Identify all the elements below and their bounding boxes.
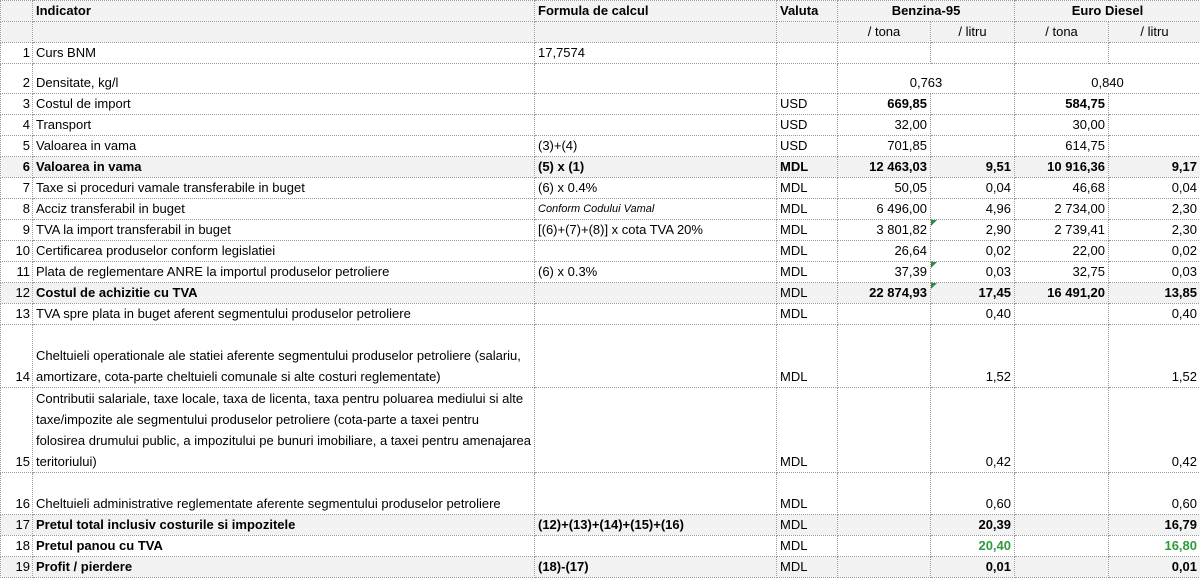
benzina-tona: 701,85 xyxy=(838,136,931,157)
row-indicator: TVA la import transferabil in buget xyxy=(33,220,535,241)
row-formula xyxy=(535,283,777,304)
row-number: 17 xyxy=(1,515,33,536)
benzina-tona xyxy=(838,304,931,325)
table-row xyxy=(1,325,1200,388)
benzina-tona xyxy=(838,388,931,473)
benzina-per-tona-header: / tona xyxy=(838,22,931,43)
diesel-litru: 2,30 xyxy=(1109,199,1200,220)
diesel-tona: 16 491,20 xyxy=(1015,283,1109,304)
diesel-litru: 1,52 xyxy=(1109,325,1200,388)
row-currency: MDL xyxy=(777,178,838,199)
row-formula: (12)+(13)+(14)+(15)+(16) xyxy=(535,515,777,536)
diesel-tona: 2 739,41 xyxy=(1015,220,1109,241)
table-row xyxy=(1,557,1200,578)
diesel-litru: 9,17 xyxy=(1109,157,1200,178)
row-currency: USD xyxy=(777,115,838,136)
diesel-tona xyxy=(1015,304,1109,325)
row-number: 2 xyxy=(1,64,33,94)
row-indicator: Curs BNM xyxy=(33,43,535,64)
diesel-litru: 0,03 xyxy=(1109,262,1200,283)
benzina-litru: 0,60 xyxy=(931,473,1015,515)
row-formula: [(6)+(7)+(8)] x cota TVA 20% xyxy=(535,220,777,241)
header-row xyxy=(1,1,1200,22)
row-indicator: Cheltuieli administrative reglementate aferente segmentului produselor petroliere xyxy=(33,473,535,515)
benzina-tona: 3 801,82 xyxy=(838,220,931,241)
table-row xyxy=(1,241,1200,262)
row-formula xyxy=(535,325,777,388)
subheader-blank xyxy=(535,22,777,43)
benzina-litru xyxy=(931,115,1015,136)
row-indicator: Costul de import xyxy=(33,94,535,115)
diesel-tona xyxy=(1015,473,1109,515)
row-formula: 17,7574 xyxy=(535,43,777,64)
benzina-tona: 6 496,00 xyxy=(838,199,931,220)
row-formula xyxy=(535,241,777,262)
diesel-litru: 0,42 xyxy=(1109,388,1200,473)
benzina-tona: 26,64 xyxy=(838,241,931,262)
row-number: 15 xyxy=(1,388,33,473)
row-number: 8 xyxy=(1,199,33,220)
benzina-tona xyxy=(838,557,931,578)
benzina-litru: 9,51 xyxy=(931,157,1015,178)
row-number: 1 xyxy=(1,43,33,64)
row-formula: (3)+(4) xyxy=(535,136,777,157)
diesel-tona: 2 734,00 xyxy=(1015,199,1109,220)
subheader-blank xyxy=(1,22,33,43)
row-formula xyxy=(535,388,777,473)
diesel-litru: 0,40 xyxy=(1109,304,1200,325)
benzina-tona xyxy=(838,325,931,388)
row-currency: MDL xyxy=(777,304,838,325)
row-indicator: Certificarea produselor conform legislatiei xyxy=(33,241,535,262)
diesel-litru: 0,04 xyxy=(1109,178,1200,199)
diesel-litru xyxy=(1109,136,1200,157)
benzina-litru: 20,40 xyxy=(931,536,1015,557)
table-row xyxy=(1,262,1200,283)
row-currency: MDL xyxy=(777,325,838,388)
diesel-per-litru-header: / litru xyxy=(1109,22,1200,43)
header-formula: Formula de calcul xyxy=(535,1,777,22)
benzina-litru xyxy=(931,94,1015,115)
diesel-litru: 0,60 xyxy=(1109,473,1200,515)
row-indicator: TVA spre plata in buget aferent segmentului produselor petroliere xyxy=(33,304,535,325)
row-number: 5 xyxy=(1,136,33,157)
row-number: 16 xyxy=(1,473,33,515)
diesel-litru: 2,30 xyxy=(1109,220,1200,241)
benzina-tona xyxy=(838,536,931,557)
benzina-litru: 4,96 xyxy=(931,199,1015,220)
row-indicator: Transport xyxy=(33,115,535,136)
row-number: 14 xyxy=(1,325,33,388)
benzina-litru: 2,90 xyxy=(931,220,1015,241)
row-currency: USD xyxy=(777,94,838,115)
table-row xyxy=(1,199,1200,220)
row-currency: MDL xyxy=(777,199,838,220)
table-row xyxy=(1,388,1200,473)
row-number: 4 xyxy=(1,115,33,136)
row-formula xyxy=(535,473,777,515)
diesel-litru: 16,79 xyxy=(1109,515,1200,536)
header-benzina: Benzina-95 xyxy=(838,1,1015,22)
table-row xyxy=(1,157,1200,178)
row-indicator: Acciz transferabil in buget xyxy=(33,199,535,220)
row-indicator: Costul de achizitie cu TVA xyxy=(33,283,535,304)
benzina-litru: 0,04 xyxy=(931,178,1015,199)
table-row xyxy=(1,473,1200,515)
row-indicator: Valoarea in vama xyxy=(33,157,535,178)
row-currency: MDL xyxy=(777,536,838,557)
table-row xyxy=(1,536,1200,557)
row-formula xyxy=(535,64,777,94)
table-row xyxy=(1,115,1200,136)
row-indicator: Pretul panou cu TVA xyxy=(33,536,535,557)
row-number: 19 xyxy=(1,557,33,578)
row-indicator: Cheltuieli operationale ale statiei aferente segmentului produselor petroliere (salariu, amortizare, cota-parte cheltuieli comunale si alte costuri reglementate) xyxy=(33,325,535,388)
benzina-tona: 32,00 xyxy=(838,115,931,136)
benzina-litru: 0,01 xyxy=(931,557,1015,578)
row-currency: MDL xyxy=(777,388,838,473)
row-number: 7 xyxy=(1,178,33,199)
diesel-litru: 0,02 xyxy=(1109,241,1200,262)
subheader-blank xyxy=(33,22,535,43)
row-indicator: Pretul total inclusiv costurile si impozitele xyxy=(33,515,535,536)
row-formula: (5) x (1) xyxy=(535,157,777,178)
diesel-litru: 13,85 xyxy=(1109,283,1200,304)
benzina-tona: 37,39 xyxy=(838,262,931,283)
benzina-tona: 669,85 xyxy=(838,94,931,115)
diesel-litru: 16,80 xyxy=(1109,536,1200,557)
diesel-per-tona-header: / tona xyxy=(1015,22,1109,43)
row-currency xyxy=(777,43,838,64)
diesel-tona: 30,00 xyxy=(1015,115,1109,136)
header-diesel: Euro Diesel xyxy=(1015,1,1200,22)
diesel-litru: 0,01 xyxy=(1109,557,1200,578)
diesel-tona xyxy=(1015,557,1109,578)
diesel-litru xyxy=(1109,115,1200,136)
row-formula xyxy=(535,536,777,557)
benzina-tona xyxy=(838,473,931,515)
benzina-tona xyxy=(838,43,931,64)
header-indicator: Indicator xyxy=(33,1,535,22)
row-formula xyxy=(535,115,777,136)
row-number: 10 xyxy=(1,241,33,262)
header-blank xyxy=(1,1,33,22)
diesel-tona: 614,75 xyxy=(1015,136,1109,157)
row-currency: MDL xyxy=(777,473,838,515)
diesel-tona: 46,68 xyxy=(1015,178,1109,199)
diesel-density: 0,840 xyxy=(1015,64,1200,94)
row-formula: Conform Codului Vamal xyxy=(535,199,777,220)
table-row xyxy=(1,94,1200,115)
table-row xyxy=(1,136,1200,157)
row-number: 11 xyxy=(1,262,33,283)
row-currency: MDL xyxy=(777,262,838,283)
benzina-tona: 50,05 xyxy=(838,178,931,199)
row-formula: (6) x 0.4% xyxy=(535,178,777,199)
row-number: 12 xyxy=(1,283,33,304)
benzina-litru xyxy=(931,43,1015,64)
diesel-tona: 10 916,36 xyxy=(1015,157,1109,178)
diesel-tona: 22,00 xyxy=(1015,241,1109,262)
benzina-litru: 17,45 xyxy=(931,283,1015,304)
row-indicator: Valoarea in vama xyxy=(33,136,535,157)
benzina-tona: 22 874,93 xyxy=(838,283,931,304)
row-number: 9 xyxy=(1,220,33,241)
row-currency xyxy=(777,64,838,94)
benzina-litru: 0,40 xyxy=(931,304,1015,325)
row-indicator: Taxe si proceduri vamale transferabile in buget xyxy=(33,178,535,199)
row-number: 3 xyxy=(1,94,33,115)
table-row xyxy=(1,178,1200,199)
row-number: 18 xyxy=(1,536,33,557)
row-number: 6 xyxy=(1,157,33,178)
benzina-litru: 20,39 xyxy=(931,515,1015,536)
benzina-litru xyxy=(931,136,1015,157)
benzina-litru: 0,03 xyxy=(931,262,1015,283)
benzina-density: 0,763 xyxy=(838,64,1015,94)
diesel-tona xyxy=(1015,536,1109,557)
row-currency: MDL xyxy=(777,283,838,304)
diesel-tona xyxy=(1015,515,1109,536)
row-formula xyxy=(535,94,777,115)
diesel-tona: 32,75 xyxy=(1015,262,1109,283)
row-currency: MDL xyxy=(777,557,838,578)
row-number: 13 xyxy=(1,304,33,325)
table-row xyxy=(1,283,1200,304)
row-currency: USD xyxy=(777,136,838,157)
diesel-litru xyxy=(1109,94,1200,115)
benzina-litru: 0,02 xyxy=(931,241,1015,262)
diesel-tona xyxy=(1015,388,1109,473)
table-row xyxy=(1,304,1200,325)
benzina-per-litru-header: / litru xyxy=(931,22,1015,43)
row-formula: (6) x 0.3% xyxy=(535,262,777,283)
table-row xyxy=(1,515,1200,536)
row-currency: MDL xyxy=(777,220,838,241)
diesel-litru xyxy=(1109,43,1200,64)
diesel-tona xyxy=(1015,325,1109,388)
benzina-litru: 0,42 xyxy=(931,388,1015,473)
table-row xyxy=(1,43,1200,64)
benzina-tona xyxy=(838,515,931,536)
row-currency: MDL xyxy=(777,241,838,262)
row-indicator: Plata de reglementare ANRE la importul produselor petroliere xyxy=(33,262,535,283)
subheader-blank xyxy=(777,22,838,43)
table-row xyxy=(1,220,1200,241)
row-currency: MDL xyxy=(777,157,838,178)
diesel-tona: 584,75 xyxy=(1015,94,1109,115)
row-formula xyxy=(535,304,777,325)
benzina-tona: 12 463,03 xyxy=(838,157,931,178)
row-currency: MDL xyxy=(777,515,838,536)
subheader-row xyxy=(1,22,1200,43)
table-row xyxy=(1,64,1200,94)
header-currency: Valuta xyxy=(777,1,838,22)
row-indicator: Densitate, kg/l xyxy=(33,64,535,94)
diesel-tona xyxy=(1015,43,1109,64)
row-formula: (18)-(17) xyxy=(535,557,777,578)
row-indicator: Contributii salariale, taxe locale, taxa de licenta, taxa pentru poluarea mediului si alte taxe/impozite ale segmentului produselor petroliere (cota-parte a taxei pentru folosirea drumului public, a impozitului pe bunuri imobiliare, a taxei pentru amenajarea teritoriului) xyxy=(33,388,535,473)
row-indicator: Profit / pierdere xyxy=(33,557,535,578)
benzina-litru: 1,52 xyxy=(931,325,1015,388)
